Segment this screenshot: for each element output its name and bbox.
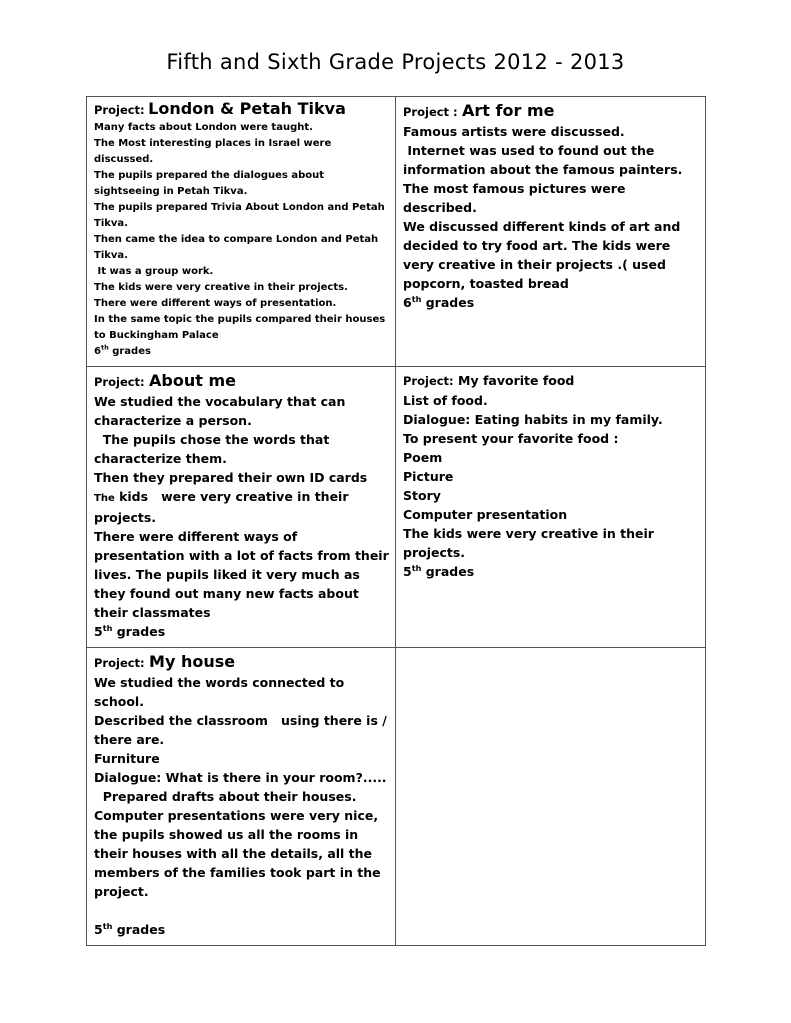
table-row — [87, 367, 706, 648]
empty-cell — [396, 648, 706, 946]
project-label: Project: — [94, 656, 145, 670]
project-line: There were different ways of presentation. — [94, 298, 337, 309]
project-title: My favorite food — [458, 373, 575, 388]
project-title: About me — [149, 371, 236, 390]
project-line: The most famous pictures were described. — [403, 181, 626, 215]
project-line: In the same topic the pupils compared their houses to Buckingham Palace — [94, 314, 386, 341]
project-line: Internet was used to found out the information about the famous painters. — [403, 143, 683, 177]
project-cell-my-house — [87, 648, 396, 946]
grade-word: grades — [116, 922, 166, 937]
project-line: Dialogue: Eating habits in my family. — [403, 412, 663, 427]
project-line-part: Then they prepared their own ID cards — [94, 470, 372, 485]
project-title: Art for me — [462, 101, 555, 120]
project-line: List of food. — [403, 393, 488, 408]
project-line: The pupils prepared the dialogues about sightseeing in Petah Tikva. — [94, 170, 325, 197]
project-line: Picture — [403, 469, 454, 484]
project-line: We discussed different kinds of art and decided to try food art. The kids were very creative in their projects .( used popcorn, toasted bread — [403, 219, 681, 291]
project-cell-favorite-food — [396, 367, 706, 648]
grade-line — [94, 622, 389, 641]
page-title: Fifth and Sixth Grade Projects 2012 - 2013 — [166, 50, 625, 74]
project-line-part: The — [94, 493, 115, 504]
project-line: We studied the vocabulary that can characterize a person. — [94, 394, 346, 428]
project-line: Prepared drafts about their houses. — [94, 789, 357, 804]
grade-line — [403, 562, 699, 581]
project-line: Described the classroom using there is / there are. — [94, 713, 392, 747]
project-line: We studied the words connected to school. — [94, 675, 345, 709]
table-row — [87, 648, 706, 946]
project-line: Dialogue: What is there in your room?..... — [94, 770, 387, 785]
project-line: The kids were very creative in their projects. — [94, 282, 348, 293]
grade-word: grades — [425, 295, 475, 310]
project-header — [403, 101, 699, 122]
project-header — [403, 371, 699, 391]
project-header — [94, 371, 389, 392]
blank-line — [94, 901, 389, 920]
project-title: London & Petah Tikva — [148, 99, 346, 118]
project-cell-about-me — [87, 367, 396, 648]
grade-suffix: th — [100, 343, 109, 352]
grade-word: grades — [112, 346, 151, 357]
project-line-part: kids were very creative in their projects. — [94, 489, 353, 525]
project-line: Many facts about London were taught. — [94, 122, 313, 133]
grade-line — [94, 920, 389, 939]
grade-number: 6 — [94, 346, 101, 357]
project-line: The pupils chose the words that characterize them. — [94, 432, 334, 466]
project-label: Project: — [94, 375, 145, 389]
project-line: Then came the idea to compare London and Petah Tikva. — [94, 234, 379, 261]
project-header — [94, 101, 389, 120]
project-title: My house — [149, 652, 236, 671]
project-label: Project: — [94, 103, 145, 117]
grade-line — [403, 293, 699, 312]
grade-number: 5 — [403, 564, 412, 579]
project-line: Computer presentation — [403, 507, 568, 522]
project-line: Famous artists were discussed. — [403, 124, 625, 139]
project-line: The kids were very creative in their projects. — [403, 526, 654, 560]
project-line: It was a group work. — [94, 266, 214, 277]
project-header — [94, 652, 389, 673]
table-row — [87, 97, 706, 367]
grade-word: grades — [425, 564, 475, 579]
project-label: Project : — [403, 105, 458, 119]
grade-number: 6 — [403, 295, 412, 310]
grade-suffix: th — [411, 293, 422, 304]
project-line: Story — [403, 488, 441, 503]
project-line — [94, 468, 389, 527]
project-line: To present your favorite food : — [403, 431, 619, 446]
project-line: There were different ways of presentation with a lot of facts from their lives. The pupils liked it very much as they found out many new facts about their classmates — [94, 529, 389, 620]
grade-suffix: th — [411, 562, 422, 573]
project-label: Project: — [403, 374, 454, 388]
grade-line — [94, 344, 389, 360]
grade-suffix: th — [102, 920, 113, 931]
project-line: The Most interesting places in Israel were discussed. — [94, 138, 332, 165]
project-line: Furniture — [94, 751, 160, 766]
project-line: The pupils prepared Trivia About London and Petah Tikva. — [94, 202, 385, 229]
project-cell-art — [396, 97, 706, 367]
grade-number: 5 — [94, 922, 103, 937]
grade-suffix: th — [102, 622, 113, 633]
project-cell-london — [87, 97, 396, 367]
project-line: Poem — [403, 450, 443, 465]
grade-number: 5 — [94, 624, 103, 639]
project-line: Computer presentations were very nice, the pupils showed us all the rooms in their houses with all the details, all the members of the families took part in the project. — [94, 808, 381, 899]
projects-table — [86, 96, 706, 946]
grade-word: grades — [116, 624, 166, 639]
